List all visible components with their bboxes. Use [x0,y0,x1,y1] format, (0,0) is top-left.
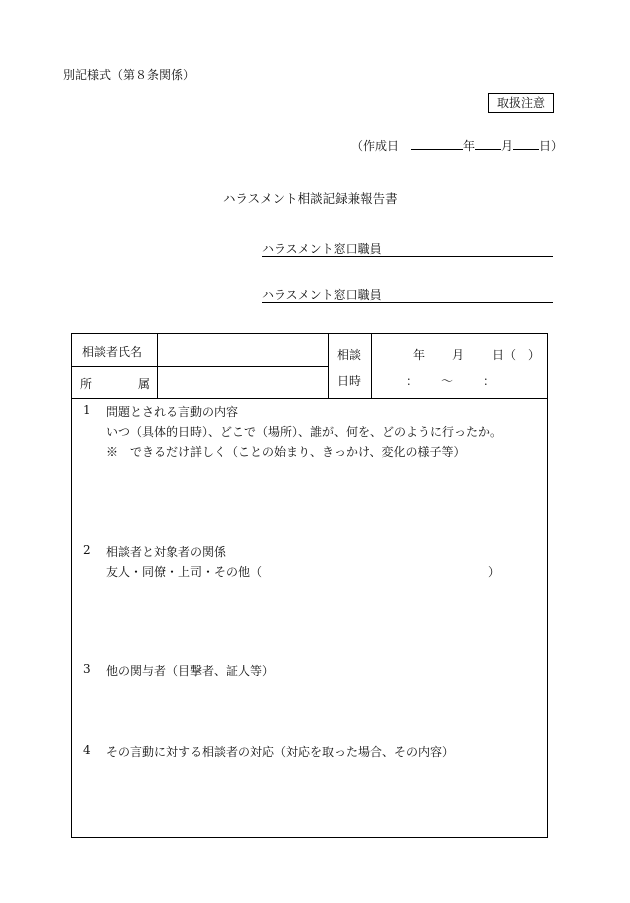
divider [72,366,328,367]
consult-label-2: 日時 [337,374,362,388]
divider [371,334,372,398]
handling-notice-box: 取扱注意 [488,93,554,113]
section-1-heading: 問題とされる言動の内容 [106,405,239,419]
name-input[interactable] [162,338,324,362]
staff-field-2[interactable] [262,286,553,303]
staff-label-1: ハラスメント窓口職員 [262,242,382,256]
name-label: 相談者氏名 [82,345,143,359]
day-blank[interactable] [513,137,539,150]
divider [72,398,547,399]
form-reference: 別記様式（第８条関係） [63,68,196,82]
affiliation-input[interactable] [162,370,324,394]
time-colon-end: ： [483,374,496,388]
consult-year-label: 年 [413,348,426,362]
time-colon-start: ： [406,374,419,388]
time-tilde: 〜 [441,374,454,388]
section-2-heading: 相談者と対象者の関係 [106,545,227,559]
creation-date-label: （作成日 [351,139,400,153]
consult-label-1: 相談 [337,348,362,362]
consult-month-label: 月 [452,348,465,362]
month-label: 月 [501,139,514,153]
section-3-input[interactable] [106,682,536,737]
year-blank[interactable] [411,137,463,150]
document-title: ハラスメント相談記録兼報告書 [223,191,398,206]
section-2-line-1: 友人・同僚・上司・その他（ [106,565,263,579]
consultation-form-table [71,333,548,838]
relationship-other-input[interactable] [272,561,482,579]
divider [328,334,329,398]
affiliation-label-1: 所 [80,377,93,391]
staff-field-1[interactable] [262,240,553,257]
section-2-line-1-close: ） [488,565,501,579]
section-4-heading: その言動に対する相談者の対応（対応を取った場合、その内容） [106,745,455,759]
year-label: 年 [463,139,476,153]
section-1-number: 1 [83,403,91,417]
section-4-number: 4 [83,743,91,757]
month-blank[interactable] [475,137,501,150]
staff-label-2: ハラスメント窓口職員 [262,288,382,302]
section-1-line-1: いつ（具体的日時）、どこで（場所）、誰が、何を、どのように行ったか。 [106,425,503,439]
section-1-line-2: ※ できるだけ詳しく（ことの始まり、きっかけ、変化の様子等） [106,445,466,459]
day-label: 日） [539,139,564,153]
section-3-number: 3 [83,662,91,676]
section-4-input[interactable] [106,764,536,829]
section-1-input[interactable] [106,464,536,534]
creation-date-line [351,137,563,154]
section-3-heading: 他の関与者（目撃者、証人等） [106,664,275,678]
affiliation-label-2: 属 [138,377,151,391]
consult-day-label: 日（ ） [492,348,541,362]
section-2-number: 2 [83,543,91,557]
